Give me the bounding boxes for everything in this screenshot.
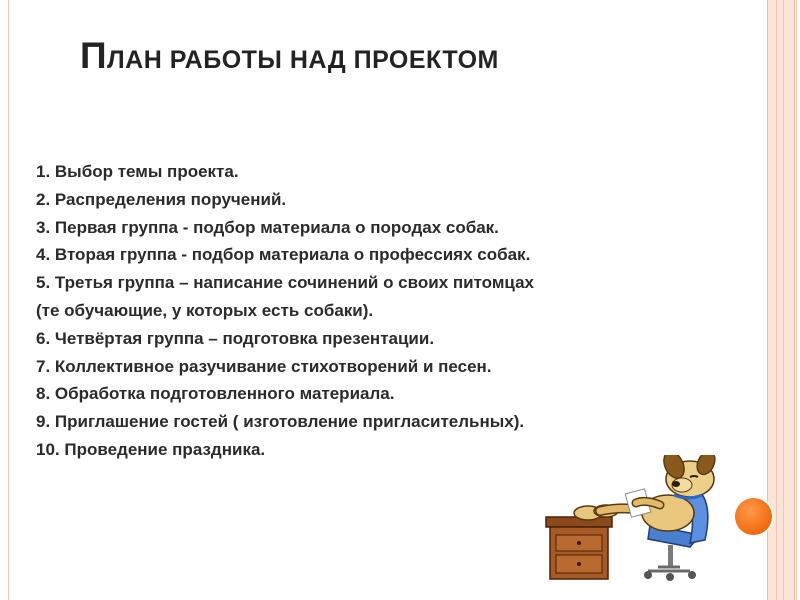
decorative-right-band: [767, 0, 795, 600]
right-border-line: [796, 0, 797, 600]
plan-item-continuation: (те обучающие, у которых есть собаки).: [36, 300, 374, 320]
plan-item: 7. Коллективное разучивание стихотворений и песен.: [36, 356, 492, 376]
plan-item: 2. Распределения поручений.: [36, 189, 287, 209]
plan-list: [36, 158, 756, 464]
dog-at-desk-illustration: [540, 455, 770, 585]
plan-item: 4. Вторая группа - подбор материала о профессиях собак.: [36, 245, 531, 265]
plan-item: 5. Третья группа – написание сочинений о своих питомцах: [36, 273, 534, 293]
left-border-line: [8, 0, 9, 600]
plan-item: 8. Обработка подготовленного материала.: [36, 384, 395, 404]
plan-item: 3. Первая группа - подбор материала о породах собак.: [36, 217, 499, 237]
title-text: ЛАН РАБОТЫ НАД ПРОЕКТОМ: [107, 46, 499, 74]
plan-item: 9. Приглашение гостей ( изготовление пригласительных).: [36, 412, 525, 432]
slide-title: [80, 36, 499, 80]
title-initial: П: [80, 35, 108, 76]
plan-item: 10. Проведение праздника.: [36, 439, 266, 459]
plan-item: 1. Выбор темы проекта.: [36, 162, 239, 181]
plan-item: 6. Четвёртая группа – подготовка презентации.: [36, 328, 435, 348]
